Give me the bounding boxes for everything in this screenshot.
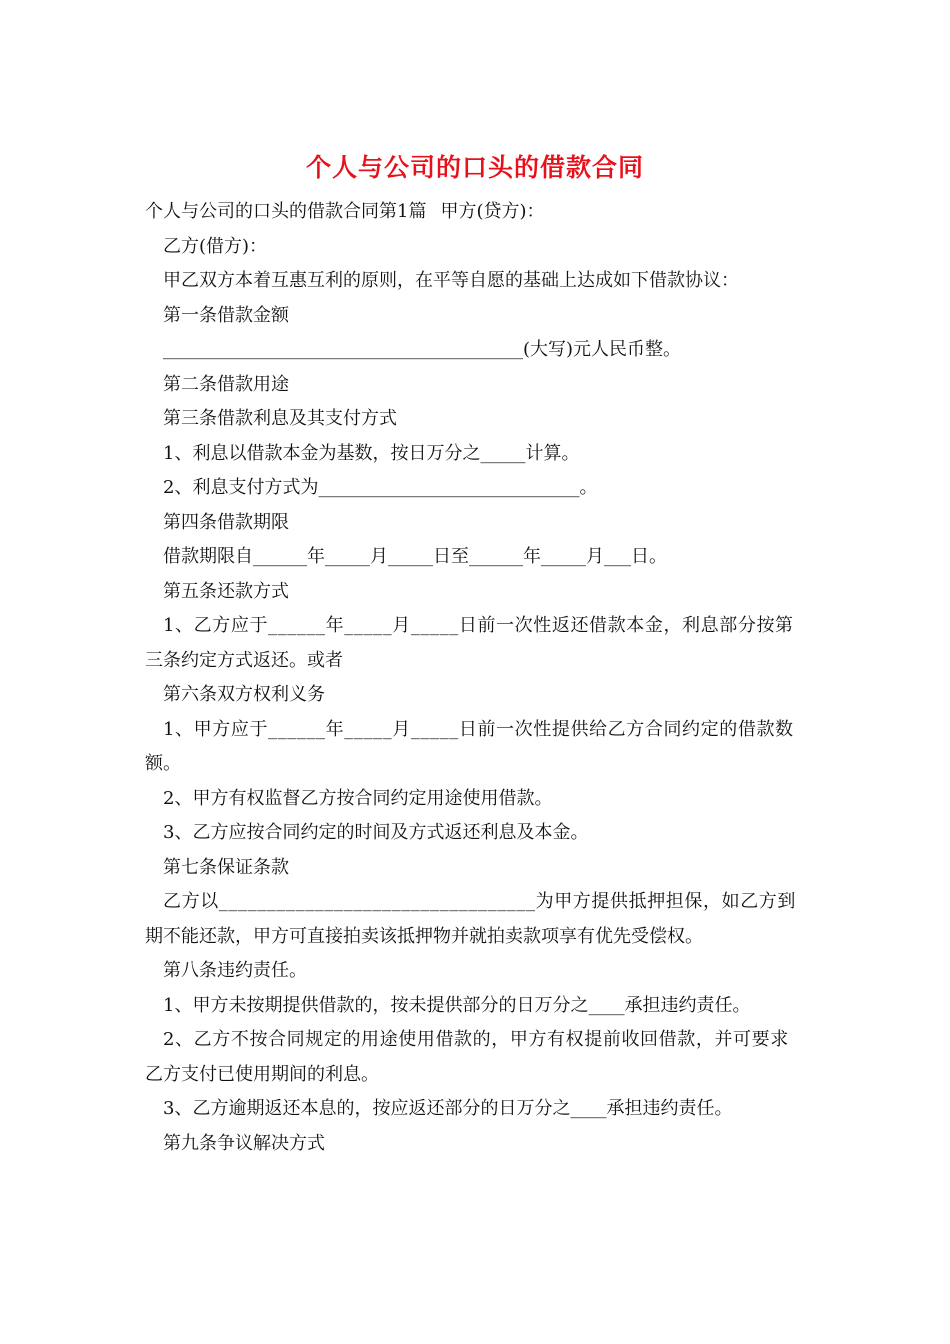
loan-amount-line: ________________________________________(大写)元人民币整。 bbox=[163, 339, 682, 360]
article-7-heading: 第七条保证条款 bbox=[163, 856, 289, 878]
party-b-label: 乙方(借方)： bbox=[163, 235, 268, 257]
intro-lead: 个人与公司的口头的借款合同第1篇 bbox=[145, 201, 427, 222]
obligation-line-1a: 1、甲方应于______年_____月_____日前一次性提供给乙方合同约定的借款数 bbox=[163, 718, 794, 740]
breach-line-3: 3、乙方逾期返还本息的，按应返还部分的日万分之____承担违约责任。 bbox=[163, 1098, 733, 1119]
interest-payment-line: 2、利息支付方式为_____________________________。 bbox=[163, 477, 598, 498]
obligation-line-1b: 额。 bbox=[145, 753, 181, 774]
breach-line-2b: 乙方支付已使用期间的利息。 bbox=[145, 1063, 379, 1085]
article-8-heading: 第八条违约责任。 bbox=[163, 960, 307, 981]
guarantee-line-2: 期不能还款，甲方可直接拍卖该抵押物并就拍卖款项享有优先受偿权。 bbox=[145, 925, 703, 947]
agreement-preamble: 甲乙双方本着互惠互利的原则，在平等自愿的基础上达成如下借款协议： bbox=[163, 270, 739, 291]
obligation-line-2: 2、甲方有权监督乙方按合同约定用途使用借款。 bbox=[163, 787, 553, 809]
intro-line bbox=[145, 195, 810, 230]
guarantee-line-1: 乙方以_________________________________为甲方提供抵押担保，如乙方到 bbox=[163, 891, 796, 912]
obligation-line-3: 3、乙方应按合同约定的时间及方式返还利息及本金。 bbox=[163, 822, 589, 843]
article-6-heading: 第六条双方权利义务 bbox=[163, 684, 325, 705]
repayment-line-2: 三条约定方式返还。或者 bbox=[145, 649, 343, 671]
document-title: 个人与公司的口头的借款合同 bbox=[305, 153, 644, 182]
loan-term-line: 借款期限自______年_____月_____日至______年_____月___日。 bbox=[163, 546, 667, 567]
article-9-heading: 第九条争议解决方式 bbox=[163, 1132, 325, 1154]
interest-rate-line: 1、利息以借款本金为基数，按日万分之_____计算。 bbox=[163, 442, 580, 464]
breach-line-1: 1、甲方未按期提供借款的，按未提供部分的日万分之____承担违约责任。 bbox=[163, 994, 751, 1016]
article-5-heading: 第五条还款方式 bbox=[163, 580, 289, 602]
document-body bbox=[145, 195, 810, 1161]
repayment-line-1: 1、乙方应于______年_____月_____日前一次性返还借款本金，利息部分按第 bbox=[163, 615, 794, 636]
article-4-heading: 第四条借款期限 bbox=[163, 511, 289, 533]
party-a-label: 甲方(贷方)： bbox=[440, 201, 545, 222]
article-3-heading: 第三条借款利息及其支付方式 bbox=[163, 408, 397, 429]
article-2-heading: 第二条借款用途 bbox=[163, 373, 289, 395]
article-1-heading: 第一条借款金额 bbox=[163, 304, 289, 326]
breach-line-2a: 2、乙方不按合同规定的用途使用借款的，甲方有权提前收回借款，并可要求 bbox=[163, 1029, 789, 1050]
